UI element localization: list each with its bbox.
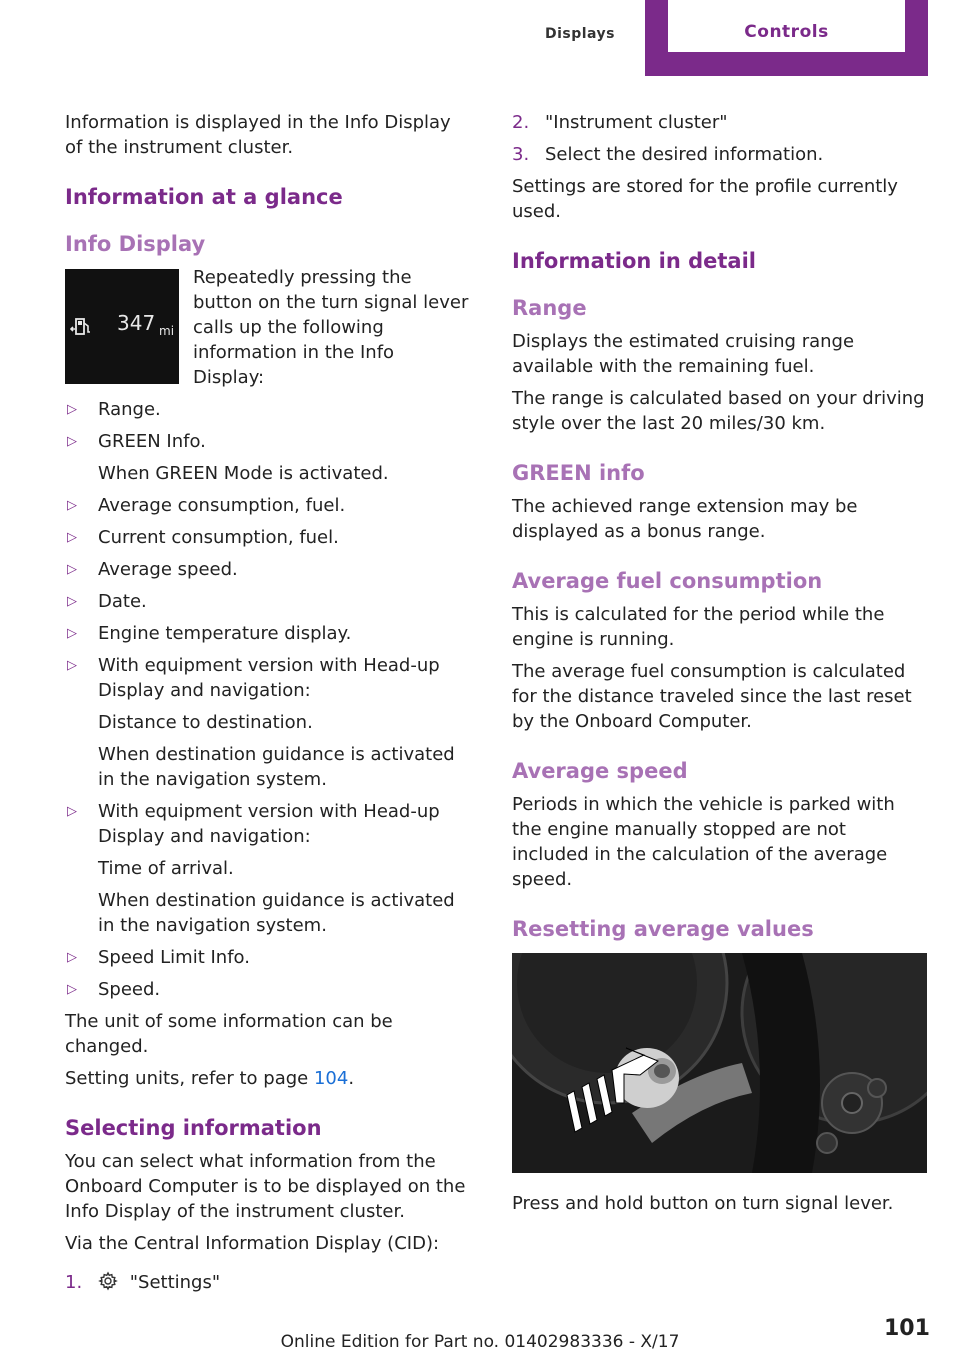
triangle-right-icon: ▷ [67, 658, 77, 673]
steps-list-right [512, 110, 927, 167]
steps-list-left [65, 1270, 470, 1295]
turn-signal-lever-photo [512, 953, 927, 1173]
via-cid-paragraph: Via the Central Information Display (CID): [65, 1233, 440, 1254]
list-item-text: With equipment version with Head-up Display and navigation: [98, 801, 440, 847]
photo-caption: Press and hold button on turn signal lever. [512, 1193, 894, 1214]
unit-note: The unit of some information can be changed. [65, 1011, 393, 1057]
heading-info-display: Info Display [65, 232, 206, 256]
settings-stored-paragraph: Settings are stored for the profile currently used. [512, 176, 898, 222]
list-item-note: When destination guidance is activated in the navigation system. [98, 744, 455, 790]
triangle-right-icon: ▷ [67, 982, 77, 997]
list-item-text: Current consumption, fuel. [98, 527, 339, 548]
footer-edition: Online Edition for Part no. 01402983336 - X/17 [280, 1332, 680, 1352]
triangle-right-icon: ▷ [67, 402, 77, 417]
triangle-right-icon: ▷ [67, 950, 77, 965]
list-item [65, 397, 470, 422]
triangle-right-icon: ▷ [67, 562, 77, 577]
step-number: 1. [65, 1272, 83, 1293]
heading-selecting-information: Selecting information [65, 1116, 322, 1140]
green-paragraph-1: The achieved range extension may be displayed as a bonus range. [512, 496, 858, 542]
step-item [65, 1270, 470, 1295]
triangle-right-icon: ▷ [67, 434, 77, 449]
range-paragraph-1: Displays the estimated cruising range available with the remaining fuel. [512, 331, 855, 377]
selecting-paragraph: You can select what information from the Onboard Computer is to be displayed on the Info Display of the instrument cluster. [65, 1151, 466, 1222]
list-item [65, 429, 470, 486]
list-item-note: When GREEN Mode is activated. [98, 463, 389, 484]
header-section-title: Displays [544, 26, 616, 42]
list-item-text: Speed. [98, 979, 161, 1000]
setting-units-suffix: . [348, 1068, 355, 1089]
triangle-right-icon: ▷ [67, 530, 77, 545]
list-item-text: Average speed. [98, 559, 238, 580]
page-reference-link[interactable]: 104 [313, 1068, 349, 1089]
setting-units-prefix: Setting units, refer to page [65, 1068, 309, 1089]
list-item-text: Speed Limit Info. [98, 947, 250, 968]
heading-information-in-detail: Information in detail [512, 249, 757, 273]
avg-fuel-paragraph-1: This is calculated for the period while the engine is running. [512, 604, 885, 650]
setting-units-reference [65, 1066, 470, 1091]
step-text: "Settings" [129, 1272, 221, 1293]
list-item-text: Date. [98, 591, 147, 612]
info-display-block [65, 265, 470, 429]
step-item [512, 142, 927, 167]
list-item-note: When destination guidance is activated in the navigation system. [98, 890, 455, 936]
list-item-text: With equipment version with Head-up Display and navigation: [98, 655, 440, 701]
list-item [65, 589, 470, 614]
page-number: 101 [884, 1316, 930, 1341]
list-item-note: Distance to destination. [98, 712, 313, 733]
list-item [65, 977, 470, 1002]
right-column [512, 110, 927, 1223]
list-item [65, 493, 470, 518]
list-item-note: Time of arrival. [98, 858, 234, 879]
step-number: 3. [512, 144, 530, 165]
info-display-image [65, 269, 179, 384]
left-column [65, 110, 470, 1302]
header-chapter-tab-inner [668, 0, 905, 52]
info-display-range-unit: mi [159, 324, 175, 338]
header-chapter-tab [645, 0, 928, 76]
triangle-right-icon: ▷ [67, 804, 77, 819]
list-item [65, 621, 470, 646]
list-item [65, 653, 470, 792]
step-item [512, 110, 927, 135]
heading-green-info: GREEN info [512, 461, 645, 485]
heading-resetting-average-values: Resetting average values [512, 917, 814, 941]
turn-signal-lever-illustration [512, 953, 927, 1173]
header-chapter-title: Controls [744, 22, 829, 42]
info-display-description: Repeatedly pressing the button on the turn signal lever calls up the following information in the Info Display: [193, 267, 469, 388]
avg-fuel-paragraph-2: The average fuel consumption is calculated for the distance traveled since the last reset by the Onboard Computer. [512, 661, 912, 732]
gear-icon [98, 1271, 118, 1291]
triangle-right-icon: ▷ [67, 626, 77, 641]
list-item [65, 945, 470, 970]
range-paragraph-2: The range is calculated based on your driving style over the last 20 miles/30 km. [512, 388, 925, 434]
fuel-pump-icon [70, 317, 92, 337]
list-item [65, 525, 470, 550]
list-item-text: GREEN Info. [98, 431, 206, 452]
info-list [65, 429, 470, 1002]
avg-speed-paragraph-1: Periods in which the vehicle is parked with the engine manually stopped are not included in the calculation of the average speed. [512, 794, 895, 890]
list-item [65, 799, 470, 938]
step-number: 2. [512, 112, 530, 133]
step-text: "Instrument cluster" [545, 112, 728, 133]
list-item-text: Engine temperature display. [98, 623, 352, 644]
info-display-range-value: 347 [117, 311, 156, 335]
list-item-text: Range. [98, 399, 161, 420]
heading-average-fuel-consumption: Average fuel consumption [512, 569, 823, 593]
triangle-right-icon: ▷ [67, 498, 77, 513]
triangle-right-icon: ▷ [67, 594, 77, 609]
step-text: Select the desired information. [545, 144, 824, 165]
list-item [65, 557, 470, 582]
intro-paragraph: Information is displayed in the Info Display of the instrument cluster. [65, 112, 451, 158]
heading-range: Range [512, 296, 587, 320]
heading-average-speed: Average speed [512, 759, 688, 783]
info-list-first [65, 397, 470, 422]
heading-information-at-a-glance: Information at a glance [65, 185, 343, 209]
list-item-text: Average consumption, fuel. [98, 495, 346, 516]
